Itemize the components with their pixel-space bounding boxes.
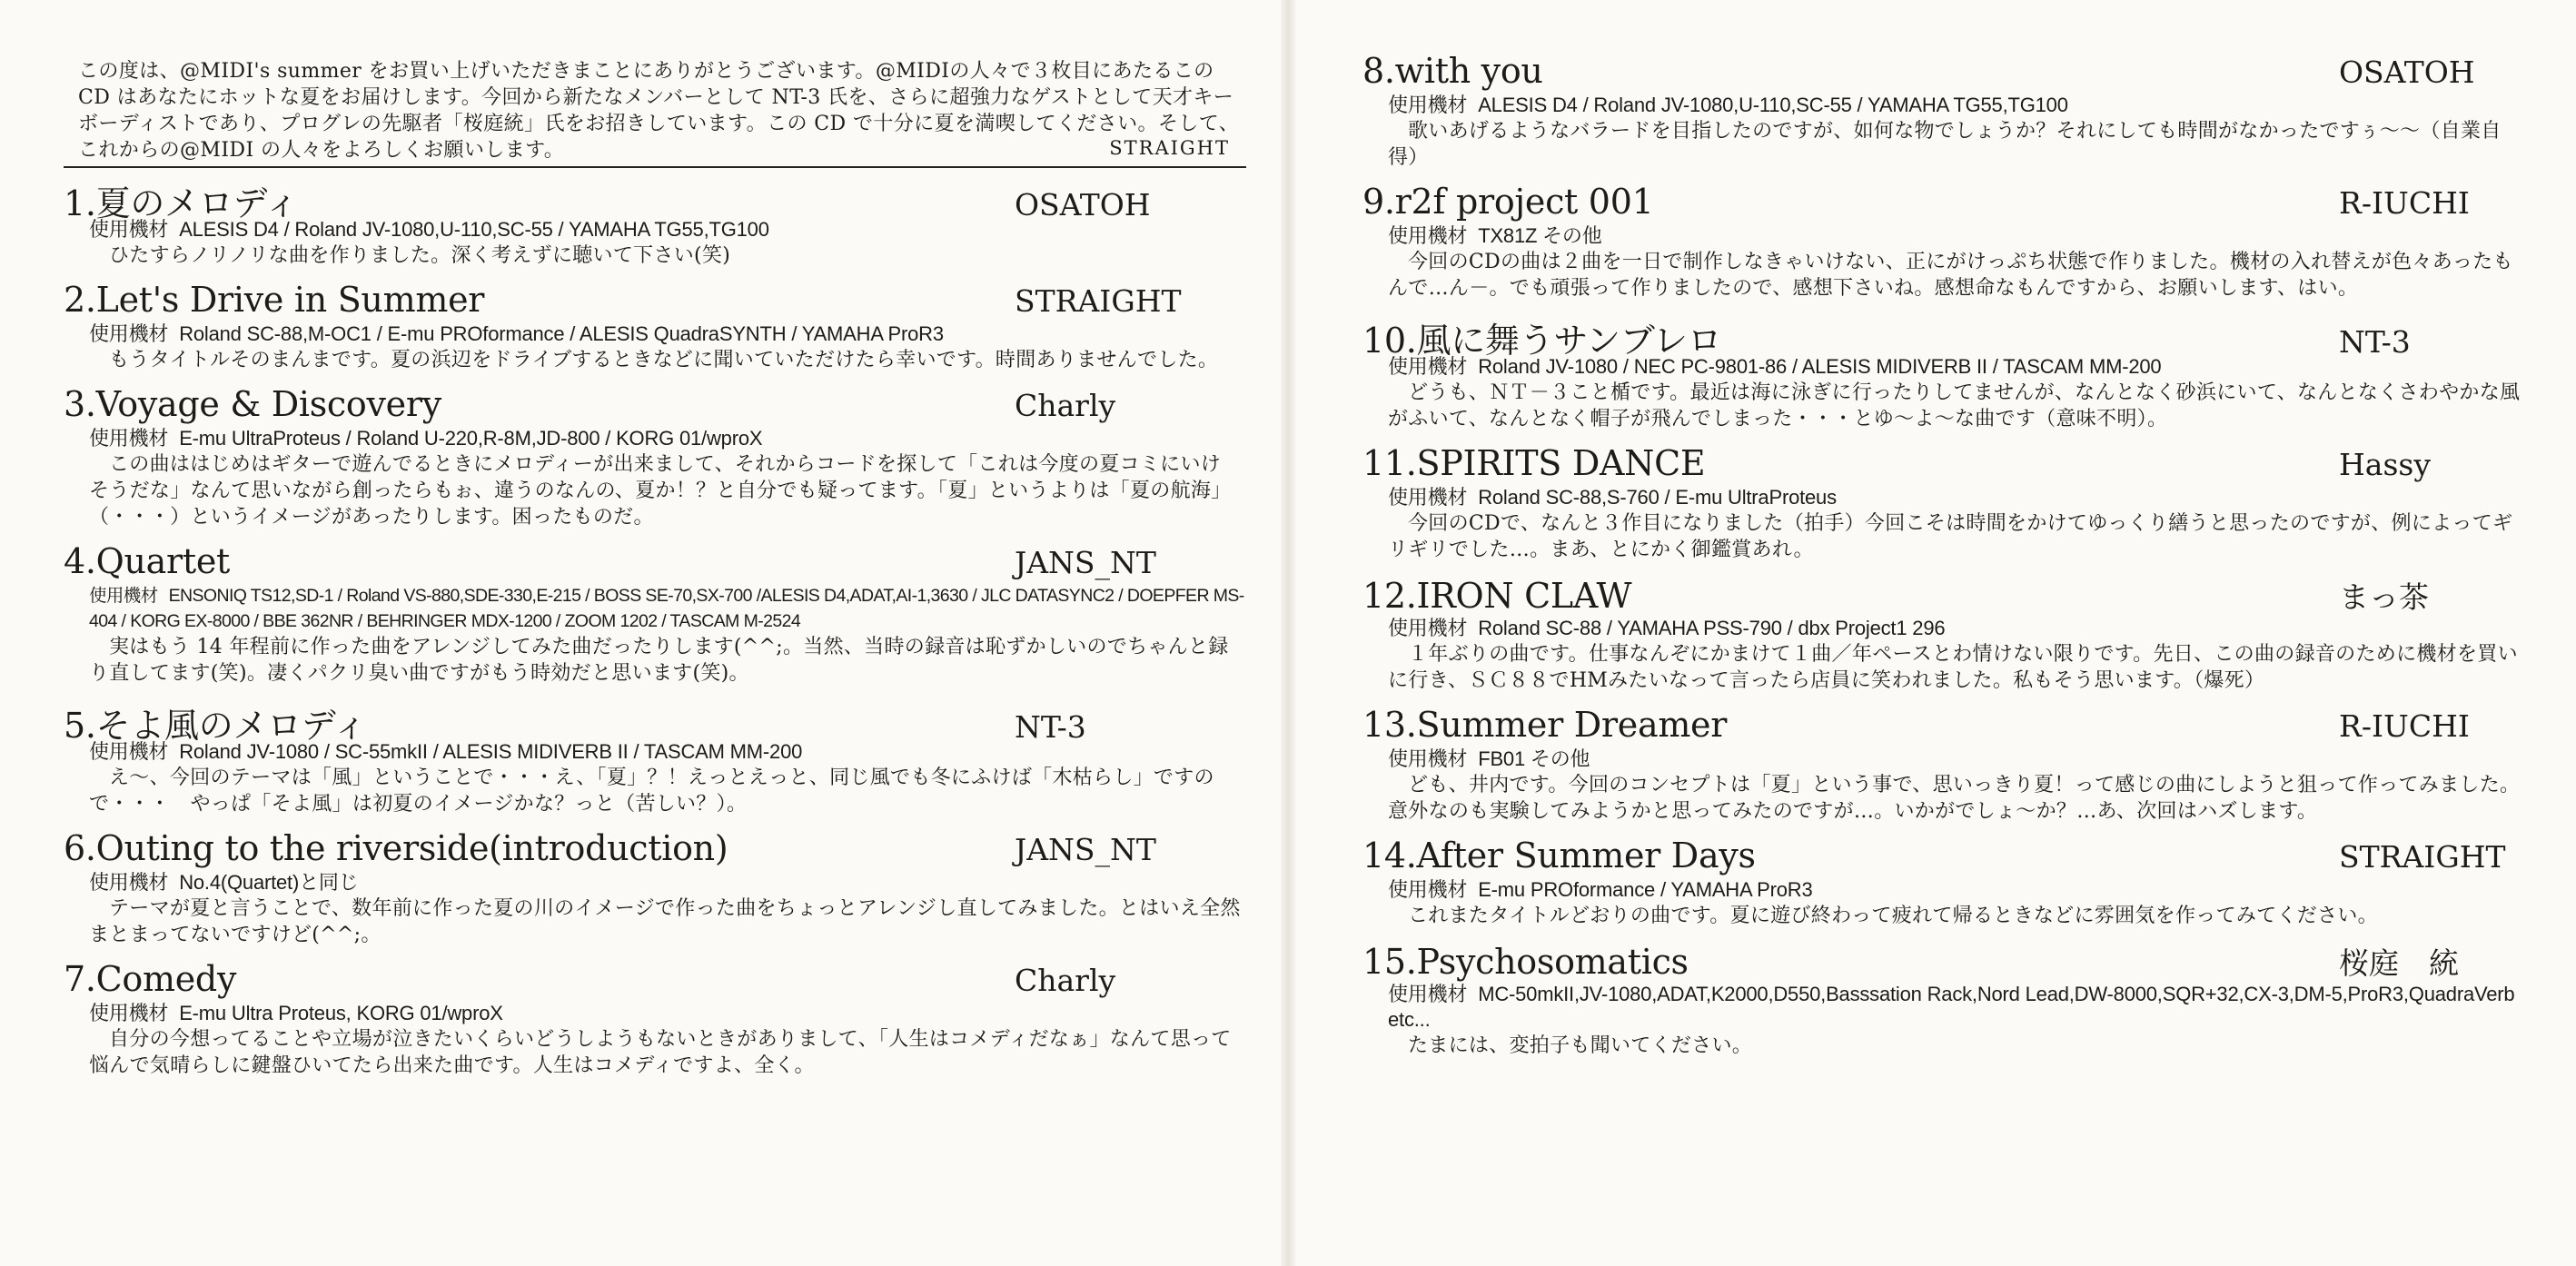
intro-text: この度は、@MIDI's summer をお買い上げいただきまことにありがとうございます。@MIDIの人々で３枚目にあたるこの CD はあなたにホットな夏をお届けします。今回から新たなメンバーとして NT-3 氏を、さらに超強力なゲストとして天才キーボーディストであり、プログレの先駆者「桜庭統」氏をお招きしています。この CD で十分に夏を満喫してください。そして、これからの@MIDI の人々をよろしくお願いします。 bbox=[78, 60, 1240, 162]
track-comment: ども、井内です。今回のコンセプトは「夏」という事で、思いっきり夏！って感じの曲にしようと狙って作ってみました。意外なのも実験してみようかと思ってみたのですが…。いかがでしょ～か？…あ、次回はハズします。 bbox=[1388, 774, 2521, 823]
track-comment: 今回のCDで、なんと３作目になりました（拍手）今回こそは時間をかけてゆっくり繕うと思ったのですが、例によってギリギリでした…。まあ、とにかく御鑑賞あれ。 bbox=[1388, 512, 2513, 561]
track-equipment bbox=[64, 583, 1246, 634]
track-artist: OSATOH bbox=[2339, 54, 2475, 90]
track-artist: 桜庭 統 bbox=[2339, 945, 2459, 981]
track-15 bbox=[1362, 940, 2534, 1059]
track-comment: この曲ははじめはギターで遊んでるときにメロディーが出来まして、それからコードを探して「これは今度の夏コミにいけそうだな」なんて思いながら創ったらもぉ、違うのなんの、夏か！？と自分でも疑ってます。「夏」というよりは「夏の航海」（・・・）というイメージがあったりします。困ったものだ。 bbox=[89, 453, 1232, 529]
track-comment: これまたタイトルどおりの曲です。夏に遊び終わって疲れて帰るときなどに雰囲気を作ってみてください。 bbox=[1408, 905, 2378, 927]
equipment-list: Roland SC-88 / YAMAHA PSS-790 / dbx Project1 296 bbox=[1478, 617, 1946, 639]
track-comment: たまには、変拍子も聞いてください。 bbox=[1408, 1034, 1753, 1057]
track-title: 2.Let's Drive in Summer bbox=[64, 280, 485, 320]
track-8 bbox=[1362, 51, 2534, 171]
track-comment: 自分の今想ってることや立場が泣きたいくらいどうしようもないときがありまして、「人生はコメディだなぁ」なんて思って悩んで気晴らしに鍵盤ひいてたら出来た曲です。人生はコメディですよ、全く。 bbox=[89, 1028, 1232, 1077]
equipment-label: 使用機材 bbox=[1388, 983, 1468, 1005]
track-title: 1.夏のメロディ bbox=[64, 183, 299, 223]
track-equipment bbox=[1362, 982, 2534, 1033]
track-equipment bbox=[64, 870, 1246, 895]
track-equipment bbox=[64, 1001, 1246, 1026]
equipment-list: Roland SC-88,M-OC1 / E-mu PROformance / ALESIS QuadraSYNTH / YAMAHA ProR3 bbox=[179, 322, 944, 345]
track-title: 7.Comedy bbox=[64, 959, 237, 999]
track-11 bbox=[1362, 443, 2534, 563]
track-2 bbox=[64, 280, 1246, 373]
equipment-list: FB01 その他 bbox=[1478, 747, 1590, 770]
equipment-label: 使用機材 bbox=[1388, 747, 1468, 770]
track-comment: 歌いあげるようなバラードを目指したのですが、如何な物でしょうか？それにしても時間がなかったですぅ～～（自業自得） bbox=[1388, 120, 2502, 169]
track-comment: ひたすらノリノリな曲を作りました。深く考えずに聴いて下さい(笑) bbox=[109, 244, 731, 267]
track-10 bbox=[1362, 312, 2534, 432]
intro bbox=[64, 58, 1246, 163]
track-1 bbox=[64, 175, 1246, 269]
track-14 bbox=[1362, 836, 2534, 929]
track-7 bbox=[64, 959, 1246, 1079]
equipment-label: 使用機材 bbox=[1388, 617, 1468, 639]
track-title: 9.r2f project 001 bbox=[1362, 182, 1654, 222]
equipment-list: ENSONIQ TS12,SD-1 / Roland VS-880,SDE-330,E-215 / BOSS SE-70,SX-700 /ALESIS D4,ADAT,AI-1,3630 / JLC DATASYNC2 / DOEPFER MS-404 / KORG EX-8000 / BBE 362NR / BEHRINGER MDX-1200 / ZOOM 1202 / TASCAM M-2524 bbox=[89, 586, 1244, 631]
track-9 bbox=[1362, 182, 2534, 302]
track-equipment bbox=[1362, 877, 2534, 903]
track-artist: NT-3 bbox=[1015, 709, 1086, 745]
track-5 bbox=[64, 697, 1246, 817]
equipment-label: 使用機材 bbox=[1388, 94, 1468, 116]
track-title: 15.Psychosomatics bbox=[1362, 942, 1689, 982]
track-artist: OSATOH bbox=[1015, 187, 1151, 223]
equipment-label: 使用機材 bbox=[89, 218, 169, 241]
equipment-list: Roland JV-1080 / SC-55mkII / ALESIS MIDIVERB II / TASCAM MM-200 bbox=[179, 740, 803, 763]
equipment-list: Roland SC-88,S-760 / E-mu UltraProteus bbox=[1478, 486, 1837, 509]
equipment-list: E-mu UltraProteus / Roland U-220,R-8M,JD-800 / KORG 01/wproX bbox=[179, 427, 763, 450]
track-equipment bbox=[1362, 616, 2534, 641]
track-artist: Charly bbox=[1015, 963, 1116, 998]
track-title: 13.Summer Dreamer bbox=[1362, 705, 1728, 745]
track-equipment bbox=[64, 321, 1246, 347]
track-title: 10.風に舞うサンブレロ bbox=[1362, 321, 1722, 361]
track-artist: NT-3 bbox=[2339, 324, 2411, 360]
track-6 bbox=[64, 828, 1246, 948]
track-title: 14.After Summer Days bbox=[1362, 836, 1756, 875]
track-title: 5.そよ風のメロディ bbox=[64, 706, 368, 746]
track-artist: Hassy bbox=[2339, 447, 2431, 482]
equipment-label: 使用機材 bbox=[1388, 486, 1468, 509]
track-artist: R-IUCHI bbox=[2339, 708, 2470, 744]
track-comment: え～、今回のテーマは「風」ということで・・・え、「夏」？！えっとえっと、同じ風でも冬にふけば「木枯らし」ですので・・・ やっぱ「そよ風」は初夏のイメージかな？っと（苦しい？）。 bbox=[89, 767, 1214, 816]
equipment-list: TX81Z その他 bbox=[1478, 224, 1602, 247]
track-equipment bbox=[1362, 485, 2534, 510]
equipment-label: 使用機材 bbox=[89, 322, 169, 345]
equipment-label: 使用機材 bbox=[89, 586, 158, 606]
equipment-list: ALESIS D4 / Roland JV-1080,U-110,SC-55 / YAMAHA TG55,TG100 bbox=[1478, 94, 2068, 116]
track-artist: Charly bbox=[1015, 388, 1116, 423]
track-equipment bbox=[1362, 93, 2534, 118]
track-artist: JANS_NT bbox=[1015, 545, 1156, 580]
track-comment: 実はもう 14 年程前に作った曲をアレンジしてみた曲だったりします(^^;。当然、当時の録音は恥ずかしいのでちゃんと録り直してます(笑)。凄くパクリ臭い曲ですがもう時効だと思います(笑)。 bbox=[89, 636, 1229, 685]
track-comment: もうタイトルそのまんまです。夏の浜辺をドライブするときなどに聞いていただけたら幸いです。時間ありませんでした。 bbox=[109, 349, 1219, 371]
track-comment: どうも、ＮＴ－３こと楯です。最近は海に泳ぎに行ったりしてませんが、なんとなく砂浜にいて、なんとなくさわやかな風がふいて、なんとなく帽子が飛んでしまった・・・とゆ～よ～な曲です（意味不明）。 bbox=[1388, 381, 2521, 430]
track-13 bbox=[1362, 705, 2534, 825]
equipment-label: 使用機材 bbox=[89, 871, 169, 894]
track-comment: テーマが夏と言うことで、数年前に作った夏の川のイメージで作った曲をちょっとアレンジし直してみました。とはいえ全然まとまってないですけど(^^;。 bbox=[89, 897, 1241, 946]
track-title: 11.SPIRITS DANCE bbox=[1362, 443, 1706, 483]
track-artist: JANS_NT bbox=[1015, 832, 1156, 867]
track-title: 4.Quartet bbox=[64, 541, 231, 581]
track-4 bbox=[64, 541, 1246, 687]
track-comment: 今回のCDの曲は２曲を一日で制作しなきゃいけない、正にがけっぷち状態で作りました。機材の入れ替えが色々あったもんで…ん－。でも頑張って作りましたので、感想下さいね。感想命なもんですから、お願いします、はい。 bbox=[1388, 251, 2513, 300]
equipment-list: MC-50mkII,JV-1080,ADAT,K2000,D550,Basssation Rack,Nord Lead,DW-8000,SQR+32,CX-3,DM-5,ProR3,QuadraVerb etc... bbox=[1388, 983, 2515, 1031]
equipment-list: E-mu PROformance / YAMAHA ProR3 bbox=[1478, 878, 1813, 901]
track-12 bbox=[1362, 574, 2534, 694]
track-comment: １年ぶりの曲です。仕事なんぞにかまけて１曲／年ペースとわ情けない限りです。先日、この曲の録音のために機材を買いに行き、ＳＣ８８でHMみたいなって言ったら店員に笑われました。私もそう思います。（爆死） bbox=[1388, 643, 2518, 692]
track-equipment bbox=[1362, 747, 2534, 772]
intro-signature: STRAIGHT bbox=[1109, 137, 1230, 159]
equipment-label: 使用機材 bbox=[89, 740, 169, 763]
track-3 bbox=[64, 384, 1246, 530]
track-artist: まっ茶 bbox=[2339, 579, 2429, 615]
track-artist: STRAIGHT bbox=[1015, 283, 1182, 319]
track-title: 3.Voyage & Discovery bbox=[64, 384, 441, 424]
track-title: 8.with you bbox=[1362, 51, 1543, 91]
track-equipment bbox=[64, 426, 1246, 451]
intro-divider bbox=[64, 166, 1246, 168]
equipment-label: 使用機材 bbox=[1388, 878, 1468, 901]
equipment-label: 使用機材 bbox=[1388, 224, 1468, 247]
equipment-list: E-mu Ultra Proteus, KORG 01/wproX bbox=[179, 1002, 503, 1024]
track-title: 12.IRON CLAW bbox=[1362, 576, 1632, 616]
track-artist: R-IUCHI bbox=[2339, 185, 2470, 221]
track-artist: STRAIGHT bbox=[2339, 839, 2506, 875]
equipment-list: No.4(Quartet)と同じ bbox=[179, 871, 359, 894]
equipment-list: Roland JV-1080 / NEC PC-9801-86 / ALESIS MIDIVERB II / TASCAM MM-200 bbox=[1478, 355, 2162, 378]
track-equipment bbox=[1362, 223, 2534, 249]
equipment-label: 使用機材 bbox=[1388, 355, 1468, 378]
right-page bbox=[1288, 0, 2576, 1266]
track-title: 6.Outing to the riverside(introduction) bbox=[64, 828, 728, 868]
equipment-list: ALESIS D4 / Roland JV-1080,U-110,SC-55 / YAMAHA TG55,TG100 bbox=[179, 218, 769, 241]
equipment-label: 使用機材 bbox=[89, 427, 169, 450]
equipment-label: 使用機材 bbox=[89, 1002, 169, 1024]
